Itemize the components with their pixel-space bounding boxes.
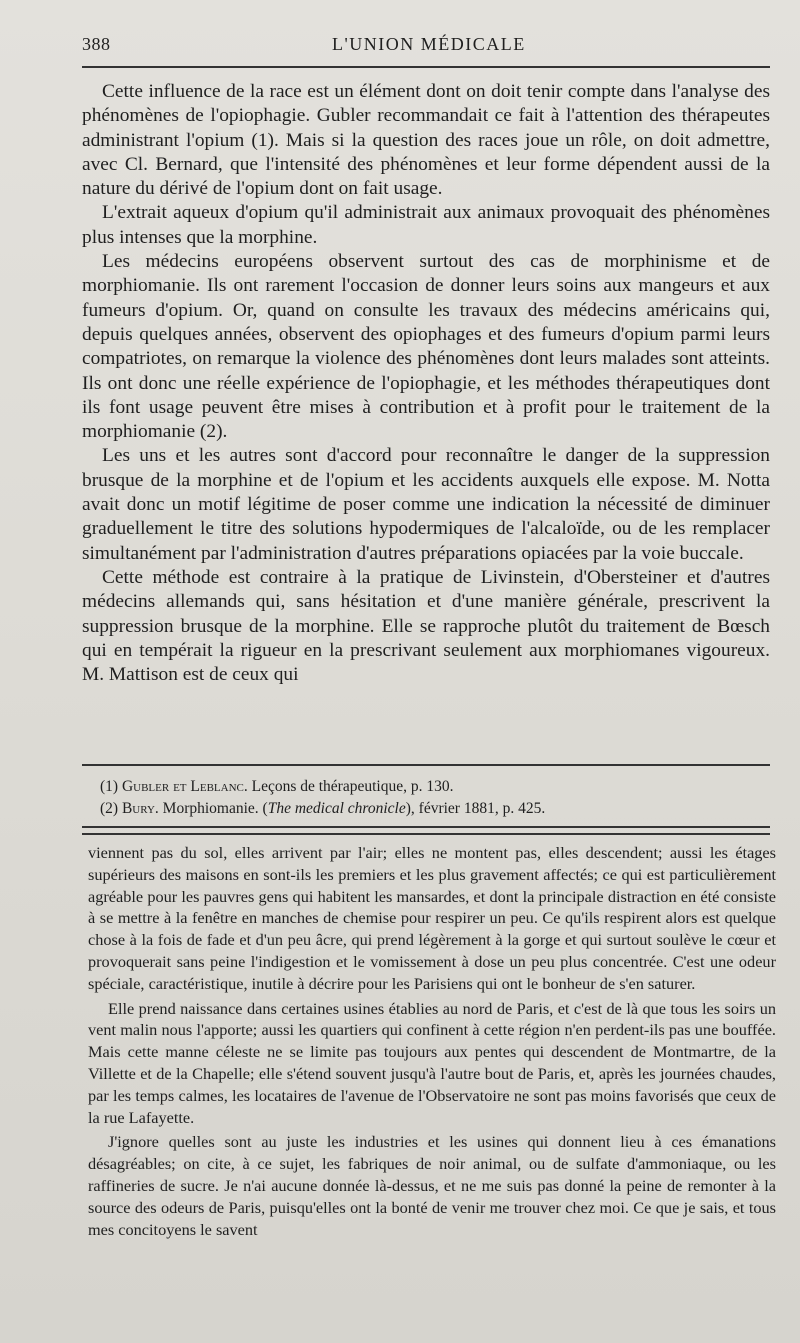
page-number: 388 <box>82 34 111 54</box>
feuilleton-separator <box>82 826 770 835</box>
main-paragraph: Cette méthode est contraire à la pratique de Livinstein, d'Obersteiner et d'autres médecins allemands qui, sans hésitation et d'une manière générale, prescrivent la suppression brusque de la morphine. Elle se rapproche plutôt du traitement de Bœsch qui en tempérait la rigueur en la prescrivant seulement aux morphiomanes vigoureux. M. Mattison est de ceux qui <box>82 566 770 686</box>
feuilleton-text <box>88 842 776 1243</box>
footnote-2 <box>100 798 770 820</box>
feuilleton-paragraph: viennent pas du sol, elles arrivent par l'air; elles ne montent pas, elles descendent; aussi les étages supérieurs des maisons en sont-ils les premiers et les plus gravement affectés; ce qui est particulièrement agréable pour les pauvres gens qui habitent les mansardes, et dont la principale distraction en été consiste à se mettre à la fenêtre en manches de chemise pour respirer un peu. Ce qu'ils respirent alors est quelque chose à la fois de fade et d'un peu âcre, qui prend légèrement à la gorge et qui surtout soulève le cœur et provoquerait sans peine l'indigestion et le vomissement à dose un peu plus concentrée. C'est une odeur spéciale, caractéristique, inutile à décrire pour les Parisiens qui ont le bonheur de s'en saturer. <box>88 843 776 993</box>
main-paragraph: Cette influence de la race est un élément dont on doit tenir compte dans l'analyse des phénomènes de l'opiophagie. Gubler recommandait ce fait à l'attention des thérapeutes administrant l'opium (1). Mais si la question des races joue un rôle, on doit admettre, avec Cl. Bernard, que l'intensité des phénomènes et leur forme dépendent aussi de la nature du dérivé de l'opium dont on fait usage. <box>82 81 770 200</box>
footnote-text: ), février 1881, p. 425. <box>405 800 546 817</box>
footnote-title: The medical chronicle <box>267 800 406 817</box>
footnote-author: Bury. <box>121 800 159 817</box>
footnote-rule <box>82 764 770 766</box>
footnote-1 <box>100 776 770 798</box>
feuilleton-paragraph: J'ignore quelles sont au juste les industries et les usines qui donnent lieu à ces émanations désagréables; on cite, à ce sujet, les fabriques de noir animal, ou de sulfate d'ammoniaque, ou les raffineries de sucre. Je n'ai aucune donnée là-dessus, et ne me suis pas donné la peine de remonter à la source des odeurs de Paris, puisqu'elles ont la bonté de venir me trouver chez moi. Ce que je sais, et tous mes concitoyens le savent <box>88 1132 776 1239</box>
footnote-marker: (2) <box>100 800 119 817</box>
footnotes <box>100 776 770 820</box>
running-head: L'UNION MÉDICALE <box>332 34 526 54</box>
footnote-marker: (1) <box>100 778 119 795</box>
main-paragraph: Les uns et les autres sont d'accord pour reconnaître le danger de la suppression brusque de la morphine et de l'opium et les accidents auxquels elle expose. M. Notta avait donc un motif légitime de poser comme une indication la nécessité de diminuer graduellement le titre des solutions hypodermiques de l'alcaloïde, ou de les remplacer simultanément par l'administration d'autres préparations opiacées par la voie buccale. <box>82 445 770 564</box>
header-rule <box>82 66 770 68</box>
main-paragraph: L'extrait aqueux d'opium qu'il administrait aux animaux provoquait des phénomènes plus intenses que la morphine. <box>82 202 770 248</box>
footnote-author: Gubler et Leblanc. <box>121 778 248 795</box>
main-paragraph: Les médecins européens observent surtout des cas de morphinisme et de morphiomanie. Ils ont rarement l'occasion de donner leurs soins aux mangeurs et aux fumeurs d'opium. Or, quand on consulte les travaux des médecins américains qui, depuis quelques années, observent des opiophages et des fumeurs d'opium parmi leurs compatriotes, on remarque la violence des phénomènes dont leurs malades sont atteints. Ils ont donc une réelle expérience de l'opiophagie, et les méthodes thérapeutiques dont ils font usage peuvent être mises à contribution et à profit pour le traitement de la morphiomanie (2). <box>82 251 770 443</box>
footnote-text: Leçons de thérapeutique, p. 130. <box>251 778 454 795</box>
feuilleton-paragraph: Elle prend naissance dans certaines usines établies au nord de Paris, et c'est de là que tous les soirs un vent malin nous l'apporte; aussi les quartiers qui confinent à cette région n'en perdent-ils pas une bouffée. Mais cette manne céleste ne se limite pas toujours aux pentes qui descendent de Montmartre, de la Villette et de la Chapelle; elle s'étend souvent jusqu'à l'autre bout de Paris, et, après les journées chaudes, par les temps calmes, les locataires de l'avenue de l'Observatoire ne sont pas moins favorisés que ceux de la rue Lafayette. <box>88 998 776 1127</box>
page-header <box>82 30 770 60</box>
footnote-text: Morphiomanie. ( <box>162 800 268 817</box>
main-text <box>82 80 770 687</box>
